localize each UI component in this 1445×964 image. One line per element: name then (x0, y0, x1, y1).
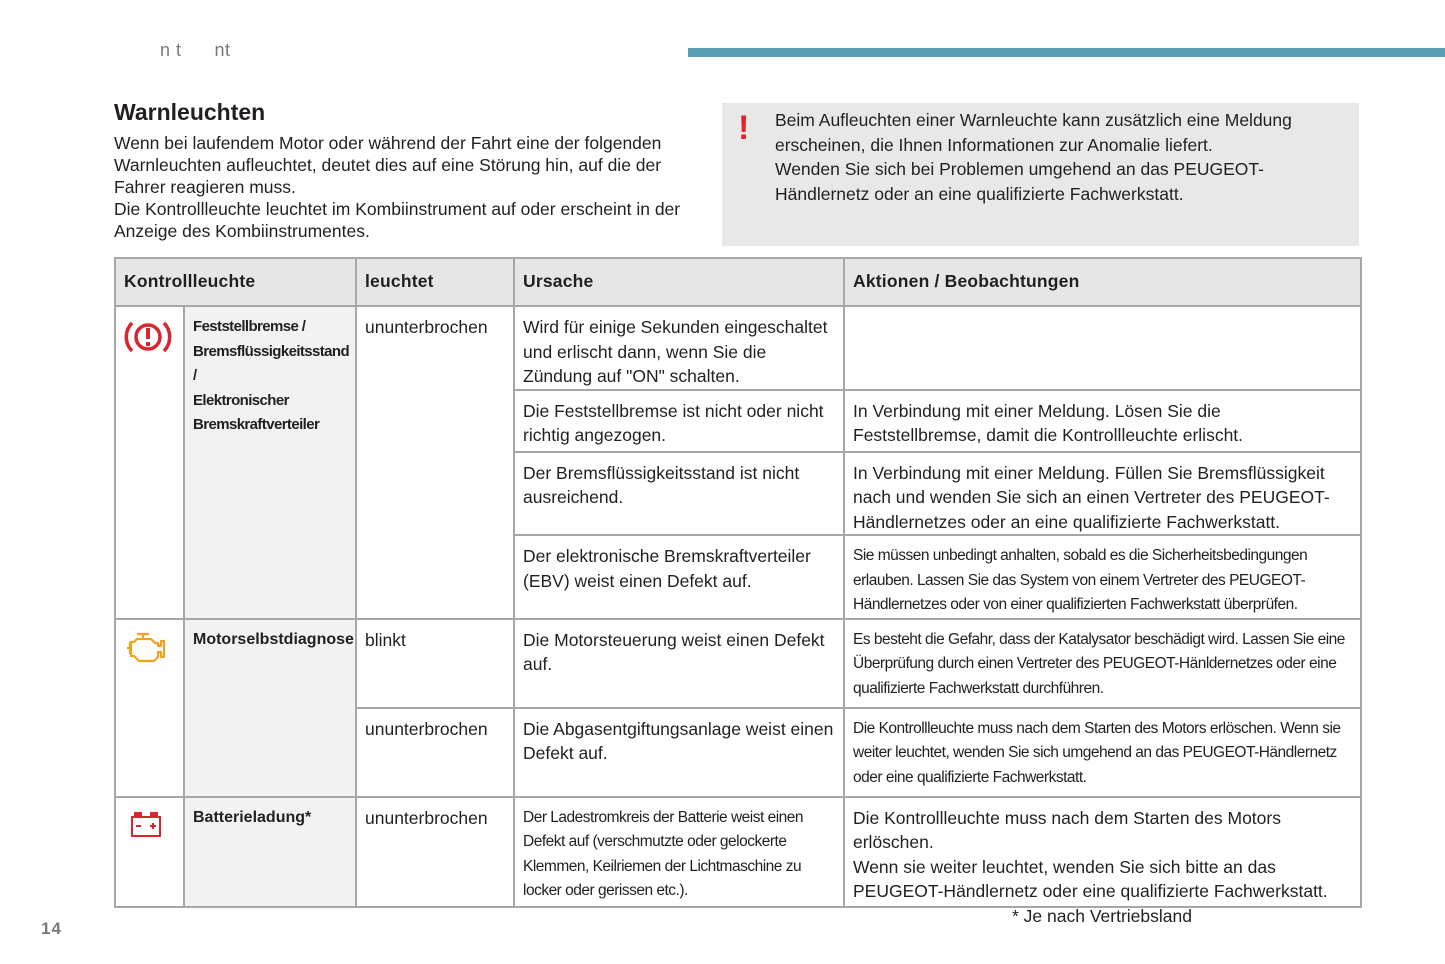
indicator-name: Batterieladung* (184, 797, 356, 907)
note-paragraph: Wenden Sie sich bei Problemen umgehend an das PEUGEOT-Händlernetz oder an eine qualifizierte Fachwerkstatt. (775, 159, 1264, 204)
indicator-name-line: Bremsflüssigkeitsstand / (193, 342, 350, 384)
indicator-name-line: Bremskraftverteiler (193, 416, 320, 433)
indicator-name-line: Feststellbremse / (193, 318, 306, 335)
engine-check-icon (124, 630, 183, 666)
lit-state: ununterbrochen (356, 797, 514, 907)
action-cell (844, 797, 1361, 907)
indicator-name: Motorselbstdiagnose (184, 619, 356, 797)
column-header-lit: leuchtet (356, 258, 514, 306)
cause-cell: Die Feststellbremse ist nicht oder nicht richtig angezogen. (514, 390, 844, 452)
brake-warning-icon (124, 317, 183, 357)
cause-cell: Der Bremsflüssigkeitsstand ist nicht ausreichend. (514, 452, 844, 536)
cause-cell: Die Abgasentgiftungsanlage weist einen Defekt auf. (514, 708, 844, 797)
icon-cell (115, 797, 184, 907)
intro-paragraph: Die Kontrollleuchte leuchtet im Kombiinstrument auf oder erscheint in der Anzeige des Kombiinstrumentes. (114, 199, 681, 241)
icon-cell (115, 306, 184, 619)
header-accent-bar (688, 48, 1445, 57)
cause-cell: Die Motorsteuerung weist einen Defekt auf. (514, 619, 844, 708)
table-header-row (115, 258, 1361, 306)
cause-cell: Der Ladestromkreis der Batterie weist einen Defekt auf (verschmutzte oder gelockerte Klemmen, Keilriemen der Lichtmaschine zu locker oder gerissen etc.). (514, 797, 844, 907)
running-header-fragment: n t nt (160, 40, 231, 60)
lit-state: ununterbrochen (356, 708, 514, 797)
column-header-actions: Aktionen / Beobachtungen (844, 258, 1361, 306)
section-title: Warnleuchten (114, 99, 266, 125)
exclamation-icon: ! (738, 109, 750, 147)
icon-cell (115, 619, 184, 797)
table-row (115, 797, 1361, 907)
action-line: Wenn sie weiter leuchtet, wenden Sie sich bitte an das PEUGEOT-Händlernetz oder eine qualifizierte Fachwerkstatt. (853, 856, 1328, 901)
note-paragraph: Beim Aufleuchten einer Warnleuchte kann zusätzlich eine Meldung erscheinen, die Ihnen Informationen zur Anomalie liefert. (775, 110, 1292, 155)
action-cell: In Verbindung mit einer Meldung. Lösen Sie die Feststellbremse, damit die Kontrollleuchte erlischt. (844, 390, 1361, 452)
battery-charge-icon (124, 808, 183, 842)
indicator-name-line: Elektronischer (193, 391, 289, 409)
table-row (115, 306, 1361, 390)
action-cell (844, 306, 1361, 390)
intro-text (114, 132, 714, 242)
intro-paragraph: Wenn bei laufendem Motor oder während der Fahrt eine der folgenden Warnleuchten aufleuchtet, deutet dies auf eine Störung hin, auf die der Fahrer reagieren muss. (114, 133, 662, 197)
column-header-indicator: Kontrollleuchte (115, 258, 356, 306)
action-cell: In Verbindung mit einer Meldung. Füllen Sie Bremsflüssigkeit nach und wenden Sie sich an einen Vertreter des PEUGEOT-Händlernetzes oder an eine qualifizierte Fachwerkstatt. (844, 452, 1361, 536)
lit-state: ununterbrochen (356, 306, 514, 619)
cause-cell: Wird für einige Sekunden eingeschaltet und erlischt dann, wenn Sie die Zündung auf "ON" schalten. (514, 306, 844, 390)
cause-cell: Der elektronische Bremskraftverteiler (EBV) weist einen Defekt auf. (514, 535, 844, 619)
table-row (115, 619, 1361, 708)
indicator-name (184, 306, 356, 619)
warning-note-text (775, 108, 1350, 206)
action-cell: Es besteht die Gefahr, dass der Katalysator beschädigt wird. Lassen Sie eine Überprüfung durch einen Vertreter des PEUGEOT-Hänldernetzes oder eine qualifizierte Fachwerkstatt durchführen. (844, 619, 1361, 708)
column-header-cause: Ursache (514, 258, 844, 306)
action-line: Die Kontrollleuchte muss nach dem Starten des Motors erlöschen. (853, 807, 1281, 852)
page-number: 14 (41, 919, 62, 938)
action-cell: Die Kontrollleuchte muss nach dem Starten des Motors erlöschen. Wenn sie weiter leuchtet, wenden Sie sich umgehend an das PEUGEOT-Händlernetz oder eine qualifizierte Fachwerkstatt. (844, 708, 1361, 797)
footnote: * Je nach Vertriebsland (1012, 906, 1192, 926)
lit-state: blinkt (356, 619, 514, 708)
warning-lights-table (114, 257, 1362, 908)
action-cell: Sie müssen unbedingt anhalten, sobald es die Sicherheitsbedingungen erlauben. Lassen Sie das System von einem Vertreter des PEUGEOT-Händlernetzes oder von einer qualifizierten Fachwerkstatt überprüfen. (844, 535, 1361, 619)
